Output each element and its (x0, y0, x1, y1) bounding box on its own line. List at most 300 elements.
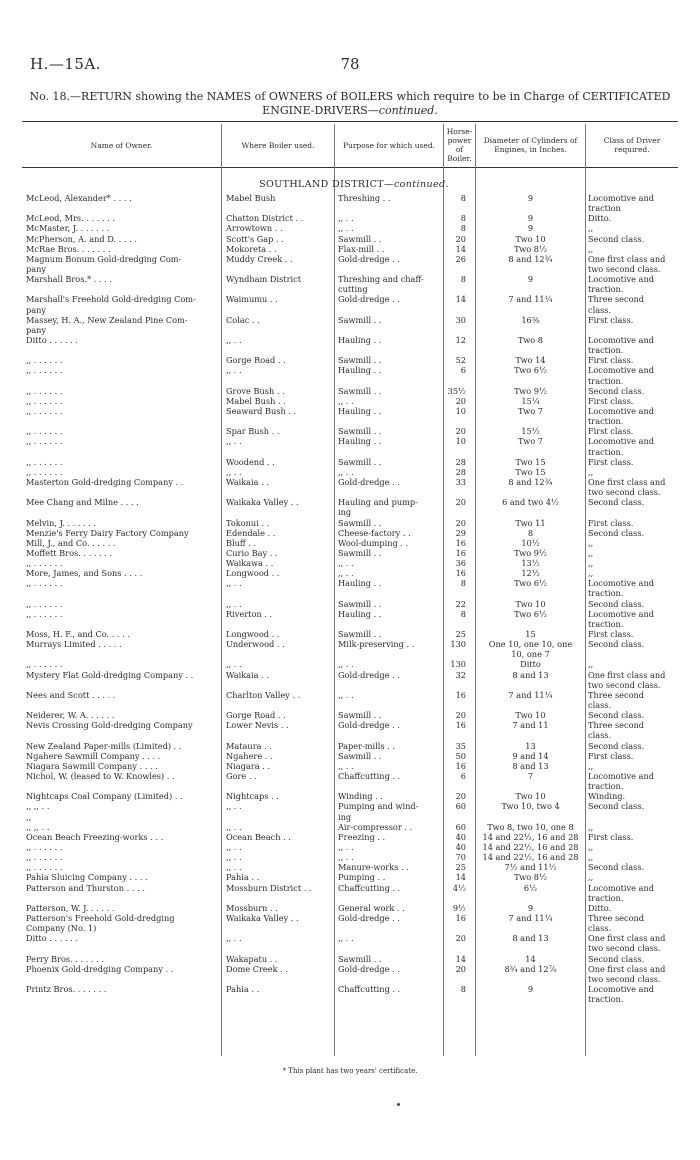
table-row (0, 791, 700, 801)
cylinder-cell: Two 9½ (514, 385, 547, 396)
table-row (0, 771, 700, 781)
page-number: 78 (340, 55, 360, 73)
driver-class-cell: Three second (588, 720, 645, 731)
where-cell: Tokonui . . (226, 517, 270, 528)
driver-class-cell: First class. (588, 750, 634, 761)
cylinder-cell: 14 and 22½, 16 and 28 (482, 831, 579, 842)
purpose-cell: Hauling and pump- (338, 497, 418, 508)
table-row (0, 406, 700, 416)
cylinder-cell: 7 and 11¼ (508, 912, 553, 923)
cylinder-cell: 8 and 12¾ (508, 476, 553, 487)
purpose-cell: Sawmill . . (338, 953, 382, 964)
driver-class-cell: class. (588, 700, 612, 711)
horse-power-cell: 28 (455, 456, 466, 467)
table-body (0, 193, 700, 1004)
driver-class-cell: Second class. (588, 598, 645, 609)
driver-class-cell: Ditto. (588, 213, 612, 224)
owner-cell: Phoenix Gold-dredging Company . . (26, 963, 174, 974)
owner-cell: pany (26, 263, 47, 274)
cylinder-cell: Two 8, two 10, one 8 (487, 821, 574, 832)
table-row (0, 223, 700, 233)
purpose-cell: Pumping . . (338, 872, 386, 883)
cylinder-cell: 16⅜ (521, 314, 540, 325)
table-row (0, 609, 700, 619)
table-row (0, 599, 700, 609)
table-row (0, 538, 700, 548)
owner-cell: ,, . . . . . . (26, 365, 63, 376)
cylinder-cell: 13½ (521, 558, 540, 569)
purpose-cell: Hauling . . (338, 405, 382, 416)
where-cell: Waikawa . . (226, 558, 274, 569)
driver-class-cell: ,, (588, 852, 594, 863)
cylinder-cell: 7 and 11¼ (508, 294, 553, 305)
cylinder-cell: 9 (527, 274, 534, 285)
where-cell: Mataura . . (226, 740, 272, 751)
driver-class-cell: two second class. (588, 679, 661, 690)
owner-cell: Masterton Gold-dredging Company . . (26, 476, 184, 487)
table-row (0, 964, 700, 974)
purpose-cell: ,, . . (338, 760, 354, 771)
owner-cell: Moffett Bros. . . . . . . (26, 547, 113, 558)
purpose-cell: Hauling . . (338, 608, 382, 619)
table-row (0, 903, 700, 913)
table-row (0, 710, 700, 720)
purpose-cell: Sawmill . . (338, 547, 382, 558)
where-cell: Pahia . . (226, 872, 260, 883)
where-cell: ,, . . (226, 578, 242, 589)
table-row (0, 639, 700, 649)
cylinder-cell: 9 and 14 (512, 750, 549, 761)
table-row (0, 994, 700, 1004)
owner-cell: ,, ,, . . (26, 801, 50, 812)
horse-power-cell: 20 (455, 517, 466, 528)
cylinder-cell: Two 7 (518, 405, 543, 416)
driver-class-cell: Second class. (588, 710, 645, 721)
driver-class-cell: Second class. (588, 385, 645, 396)
owner-cell: Mystery Flat Gold-dredging Company . . (26, 669, 194, 680)
cylinder-cell: Two 14 (515, 355, 546, 366)
owner-cell: Ditto . . . . . . (26, 334, 78, 345)
where-cell: Bluff . . (226, 537, 257, 548)
purpose-cell: ,, . . (338, 466, 354, 477)
where-cell: Mossburn District . . (226, 882, 312, 893)
where-cell: Waikaka Valley . . (226, 497, 299, 508)
purpose-cell: ,, . . (338, 213, 354, 224)
purpose-cell: ,, . . (338, 842, 354, 852)
purpose-cell: Sawmill . . (338, 629, 382, 640)
purpose-cell: Sawmill . . (338, 517, 382, 528)
purpose-cell: Hauling . . (338, 365, 382, 376)
owner-cell: Murrays Limited . . . . . (26, 639, 122, 650)
table-row (0, 315, 700, 325)
owner-cell: Nevis Crossing Gold-dredging Company (26, 720, 193, 731)
driver-class-cell: ,, (588, 760, 594, 771)
where-cell: Chatton District . . (226, 213, 304, 224)
table-row (0, 619, 700, 629)
table-row (0, 781, 700, 791)
owner-cell: Neiderer, W. A. . . . . . (26, 710, 115, 721)
table-row (0, 254, 700, 264)
where-cell: Underwood . . (226, 639, 285, 650)
table-row (0, 345, 700, 355)
where-cell: Scott's Gap . . (226, 233, 284, 244)
table-row (0, 203, 700, 213)
cylinder-cell: Two 10 (515, 233, 546, 244)
table-row (0, 305, 700, 315)
where-cell: ,, . . (226, 842, 242, 852)
table-row (0, 812, 700, 822)
where-cell: ,, . . (226, 852, 242, 863)
where-cell: Waikaka Valley . . (226, 912, 299, 923)
owner-cell: McPherson, A. and D. . . . . (26, 233, 137, 244)
horse-power-cell: 50 (455, 750, 466, 761)
owner-cell: Mee Chang and Milne . . . . (26, 497, 139, 508)
cylinder-cell: 8 and 12¾ (508, 253, 553, 264)
purpose-cell: ing (338, 507, 352, 518)
cylinder-cell: 9 (527, 223, 534, 234)
where-cell: Nightcaps . . (226, 791, 279, 802)
owner-cell: Nees and Scott . . . . . (26, 689, 116, 700)
driver-class-cell: traction (588, 203, 621, 214)
owner-cell: Menzie's Ferry Dairy Factory Company (26, 527, 189, 538)
owner-cell: McMaster, J. . . . . . . (26, 223, 110, 234)
table-row (0, 690, 700, 700)
where-cell: Wyndham District (226, 274, 301, 285)
table-row (0, 436, 700, 446)
owner-cell: ,, . . . . . . (26, 395, 63, 406)
horse-power-cell: 30 (455, 314, 466, 325)
purpose-cell: ,, . . (338, 933, 354, 944)
owner-cell: ,, . . . . . . (26, 426, 63, 437)
horse-power-cell: 35½ (447, 385, 466, 396)
owner-cell: New Zealand Paper-mills (Limited) . . (26, 740, 182, 751)
driver-class-cell: Locomotive and (588, 436, 654, 447)
owner-cell: ,, (26, 811, 32, 822)
cylinder-cell: 9 (527, 983, 534, 994)
purpose-cell: Sawmill . . (338, 355, 382, 366)
driver-class-cell: One first class and (588, 669, 666, 680)
where-cell: Wakapatu . . (226, 953, 278, 964)
purpose-cell: Paper-mills . . (338, 740, 396, 751)
column-header-where: Where Boiler used. (241, 140, 315, 150)
where-cell: Mossburn . . (226, 902, 278, 913)
purpose-cell: Pumping and wind- (338, 801, 419, 812)
purpose-cell: ,, . . (338, 659, 354, 670)
purpose-cell: Gold-dredge . . (338, 253, 400, 264)
driver-class-cell: Second class. (588, 639, 645, 650)
purpose-cell: Sawmill . . (338, 750, 382, 761)
purpose-cell: Sawmill . . (338, 233, 382, 244)
table-row (0, 741, 700, 751)
driver-class-cell: Second class. (588, 862, 645, 873)
table-row (0, 943, 700, 953)
purpose-cell: Milk-preserving . . (338, 639, 415, 650)
driver-class-cell: traction. (588, 345, 624, 356)
purpose-cell: Sawmill . . (338, 385, 382, 396)
horse-power-cell: 20 (455, 497, 466, 508)
purpose-cell: Threshing . . (338, 193, 391, 203)
footnote: * This plant has two years' certificate. (282, 1067, 418, 1075)
purpose-cell: Manure-works . . (338, 862, 409, 873)
owner-cell: ,, . . . . . . (26, 355, 63, 366)
owner-cell: McRae Bros. . . . . . . (26, 243, 111, 254)
driver-class-cell: Locomotive and (588, 365, 654, 376)
purpose-cell: ,, . . (338, 223, 354, 234)
section-heading (222, 179, 486, 190)
driver-class-cell: First class. (588, 314, 634, 325)
owner-cell: McLeod, Mrs. . . . . . . (26, 213, 115, 224)
driver-class-cell: ,, (588, 466, 594, 477)
where-cell: Arrowtown . . (226, 223, 283, 234)
purpose-cell: Gold-dredge . . (338, 912, 400, 923)
horse-power-cell: 8 (460, 578, 466, 589)
driver-class-cell: One first class and (588, 963, 666, 974)
table-row (0, 842, 700, 852)
driver-class-cell: Winding. (588, 791, 626, 802)
purpose-cell: ,, . . (338, 395, 354, 406)
column-header-horse-power: Horse-power of Boiler. (446, 127, 473, 163)
cylinder-cell: 14 (525, 953, 536, 964)
horse-power-cell: 16 (455, 760, 466, 771)
horse-power-cell: 40 (455, 842, 466, 852)
section-suffix: —continued. (384, 179, 449, 190)
title-line-2-main: ENGINE-DRIVERS (262, 104, 368, 117)
purpose-cell: Chaffcutting . . (338, 771, 401, 782)
horse-power-cell: 20 (455, 710, 466, 721)
horse-power-cell: 8 (460, 983, 466, 994)
driver-class-cell: ,, (588, 547, 594, 558)
horse-power-cell: 6 (460, 365, 466, 376)
cylinder-cell: Two 9½ (514, 547, 547, 558)
horse-power-cell: 16 (455, 537, 466, 548)
table-row (0, 213, 700, 223)
purpose-cell: Winding . . (338, 791, 383, 802)
driver-class-cell: Locomotive and (588, 193, 654, 203)
owner-cell: Perry Bros. . . . . . . (26, 953, 104, 964)
cylinder-cell: Two 10 (515, 791, 546, 802)
horse-power-cell: 16 (455, 912, 466, 923)
horse-power-cell: 8 (460, 213, 466, 224)
where-cell: Ngahere . . (226, 750, 273, 761)
cylinder-cell: Two 7 (518, 436, 543, 447)
horse-power-cell: 20 (455, 933, 466, 944)
column-header-owner: Name of Owner. (90, 140, 153, 150)
table-row (0, 578, 700, 588)
table-row (0, 335, 700, 345)
driver-class-cell: Three second (588, 294, 645, 305)
horse-power-cell: 25 (455, 862, 466, 873)
table-row (0, 801, 700, 811)
owner-cell: Marshall Bros.* . . . . (26, 274, 112, 285)
table-row (0, 365, 700, 375)
owner-cell: Ocean Beach Freezing-works . . . (26, 831, 164, 842)
driver-class-cell: First class. (588, 517, 634, 528)
table-row (0, 933, 700, 943)
cylinder-cell: 15½ (521, 426, 540, 437)
horse-power-cell: 36 (455, 558, 466, 569)
purpose-cell: Freezing . . (338, 831, 386, 842)
table-row (0, 274, 700, 284)
driver-class-cell: Locomotive and (588, 983, 654, 994)
cylinder-cell: Two 6½ (514, 608, 547, 619)
where-cell: Mabel Bush . . (226, 395, 286, 406)
owner-cell: Niagara Sawmill Company . . . . (26, 760, 158, 771)
purpose-cell: Sawmill . . (338, 426, 382, 437)
purpose-cell: Chaffcutting . . (338, 882, 401, 893)
where-cell: Pahia . . (226, 983, 260, 994)
owner-cell: pany (26, 304, 47, 315)
cylinder-cell: Two 8 (518, 334, 543, 345)
table-row (0, 376, 700, 386)
horse-power-cell: 25 (455, 629, 466, 640)
where-cell: ,, . . (226, 466, 242, 477)
cylinder-cell: 8 (527, 527, 534, 538)
owner-cell: ,, ,, . . (26, 821, 50, 832)
column-header-cylinders: Diameter of Cylinders of Engines, in Inches. (483, 136, 578, 154)
horse-power-cell: 16 (455, 720, 466, 731)
table-row (0, 396, 700, 406)
cylinder-cell: One 10, one 10, one (488, 639, 573, 650)
cylinder-cell: 9 (527, 193, 534, 203)
table-row (0, 720, 700, 730)
driver-class-cell: Second class. (588, 233, 645, 244)
purpose-cell: Gold-dredge . . (338, 669, 400, 680)
owner-cell: ,, . . . . . . (26, 558, 63, 569)
where-cell: Waimumu . . (226, 294, 278, 305)
owner-cell: Ngahere Sawmill Company . . . . (26, 750, 161, 761)
purpose-cell: cutting (338, 284, 368, 295)
cylinder-cell: Two 15 (515, 466, 546, 477)
owner-cell: Moss, H. F., and Co. . . . . (26, 629, 130, 640)
where-cell: Gorge Road . . (226, 710, 286, 721)
cylinder-cell: 7 and 11¼ (508, 689, 553, 700)
horse-power-cell: 6 (460, 771, 466, 782)
where-cell: Waikaia . . (226, 669, 269, 680)
horse-power-cell: 22 (455, 598, 466, 609)
owner-cell: Nichol, W. (leased to W. Knowles) . . (26, 771, 175, 782)
where-cell: Colac . . (226, 314, 260, 325)
driver-class-cell: Second class. (588, 953, 645, 964)
driver-class-cell: ,, (588, 659, 594, 670)
table-row (0, 558, 700, 568)
driver-class-cell: First class. (588, 395, 634, 406)
cylinder-cell: 10, one 7 (511, 649, 550, 660)
title-line-2 (20, 104, 680, 118)
owner-cell: ,, . . . . . . (26, 578, 63, 589)
table-row (0, 832, 700, 842)
driver-class-cell: traction. (588, 781, 624, 792)
driver-class-cell: two second class. (588, 943, 661, 954)
cylinder-cell: Two 10 (515, 598, 546, 609)
driver-class-cell: class. (588, 730, 612, 741)
purpose-cell: General work . . (338, 902, 405, 913)
horse-power-cell: 14 (455, 243, 466, 254)
horse-power-cell: 35 (455, 740, 466, 751)
table-row (0, 680, 700, 690)
purpose-cell: Gold-dredge . . (338, 963, 400, 974)
horse-power-cell: 16 (455, 547, 466, 558)
horse-power-cell: 14 (455, 872, 466, 883)
table-row (0, 670, 700, 680)
driver-class-cell: Locomotive and (588, 771, 654, 782)
horse-power-cell: 26 (455, 253, 466, 264)
driver-class-cell: Locomotive and (588, 334, 654, 345)
cylinder-cell: Ditto (520, 659, 541, 670)
table-row (0, 325, 700, 335)
driver-class-cell: ,, (588, 821, 594, 832)
cylinder-cell: 13 (525, 740, 536, 751)
owner-cell: Company (No. 1) (26, 923, 97, 934)
purpose-cell: ,, . . (338, 558, 354, 569)
cylinder-cell: Two 15 (515, 456, 546, 467)
table-row (0, 822, 700, 832)
table-row (0, 730, 700, 740)
where-cell: Gorge Road . . (226, 355, 286, 366)
horse-power-cell: 29 (455, 527, 466, 538)
owner-cell: Massey, H. A., New Zealand Pine Com- (26, 314, 188, 325)
table-row (0, 883, 700, 893)
owner-cell: Pahia Sluicing Company . . . . (26, 872, 148, 883)
cylinder-cell: 8 and 13 (512, 669, 549, 680)
table-header-rule (22, 167, 678, 168)
horse-power-cell: 10 (455, 405, 466, 416)
horse-power-cell: 8 (460, 608, 466, 619)
section-name: SOUTHLAND DISTRICT (259, 179, 385, 190)
driver-class-cell: First class. (588, 456, 634, 467)
horse-power-cell: 40 (455, 831, 466, 842)
owner-cell: Patterson's Freehold Gold-dredging (26, 912, 175, 923)
purpose-cell: Sawmill . . (338, 456, 382, 467)
table-row (0, 659, 700, 669)
purpose-cell: Sawmill . . (338, 598, 382, 609)
driver-class-cell: ,, (588, 568, 594, 579)
table-row (0, 467, 700, 477)
table-row (0, 386, 700, 396)
driver-class-cell: Locomotive and (588, 274, 654, 285)
driver-class-cell: First class. (588, 355, 634, 366)
where-cell: ,, . . (226, 598, 242, 609)
horse-power-cell: 28 (455, 466, 466, 477)
table-row (0, 588, 700, 598)
driver-class-cell: Second class. (588, 801, 645, 812)
table-row (0, 487, 700, 497)
where-cell: ,, . . (226, 334, 242, 345)
purpose-cell: Sawmill . . (338, 314, 382, 325)
driver-class-cell: First class. (588, 831, 634, 842)
table-row (0, 518, 700, 528)
driver-class-cell: ,, (588, 842, 594, 852)
purpose-cell: Flax-mill . . (338, 243, 385, 254)
owner-cell: McLeod, Alexander* . . . . (26, 193, 132, 203)
table-row (0, 284, 700, 294)
cylinder-cell: 10½ (521, 537, 540, 548)
table-row (0, 974, 700, 984)
owner-cell: Patterson and Thurston . . . . (26, 882, 145, 893)
purpose-cell: Gold-dredge . . (338, 720, 400, 731)
cylinder-cell: 14 and 22½, 16 and 28 (482, 852, 579, 863)
table-row (0, 984, 700, 994)
table-row (0, 528, 700, 538)
purpose-cell: Gold-dredge . . (338, 476, 400, 487)
driver-class-cell: ,, (588, 872, 594, 883)
table-row (0, 447, 700, 457)
table-row (0, 629, 700, 639)
driver-class-cell: Three second (588, 912, 645, 923)
title-line-2-suffix: —continued. (367, 104, 438, 117)
driver-class-cell: ,, (588, 558, 594, 569)
table-row (0, 507, 700, 517)
purpose-cell: Air-compressor . . (338, 821, 413, 832)
